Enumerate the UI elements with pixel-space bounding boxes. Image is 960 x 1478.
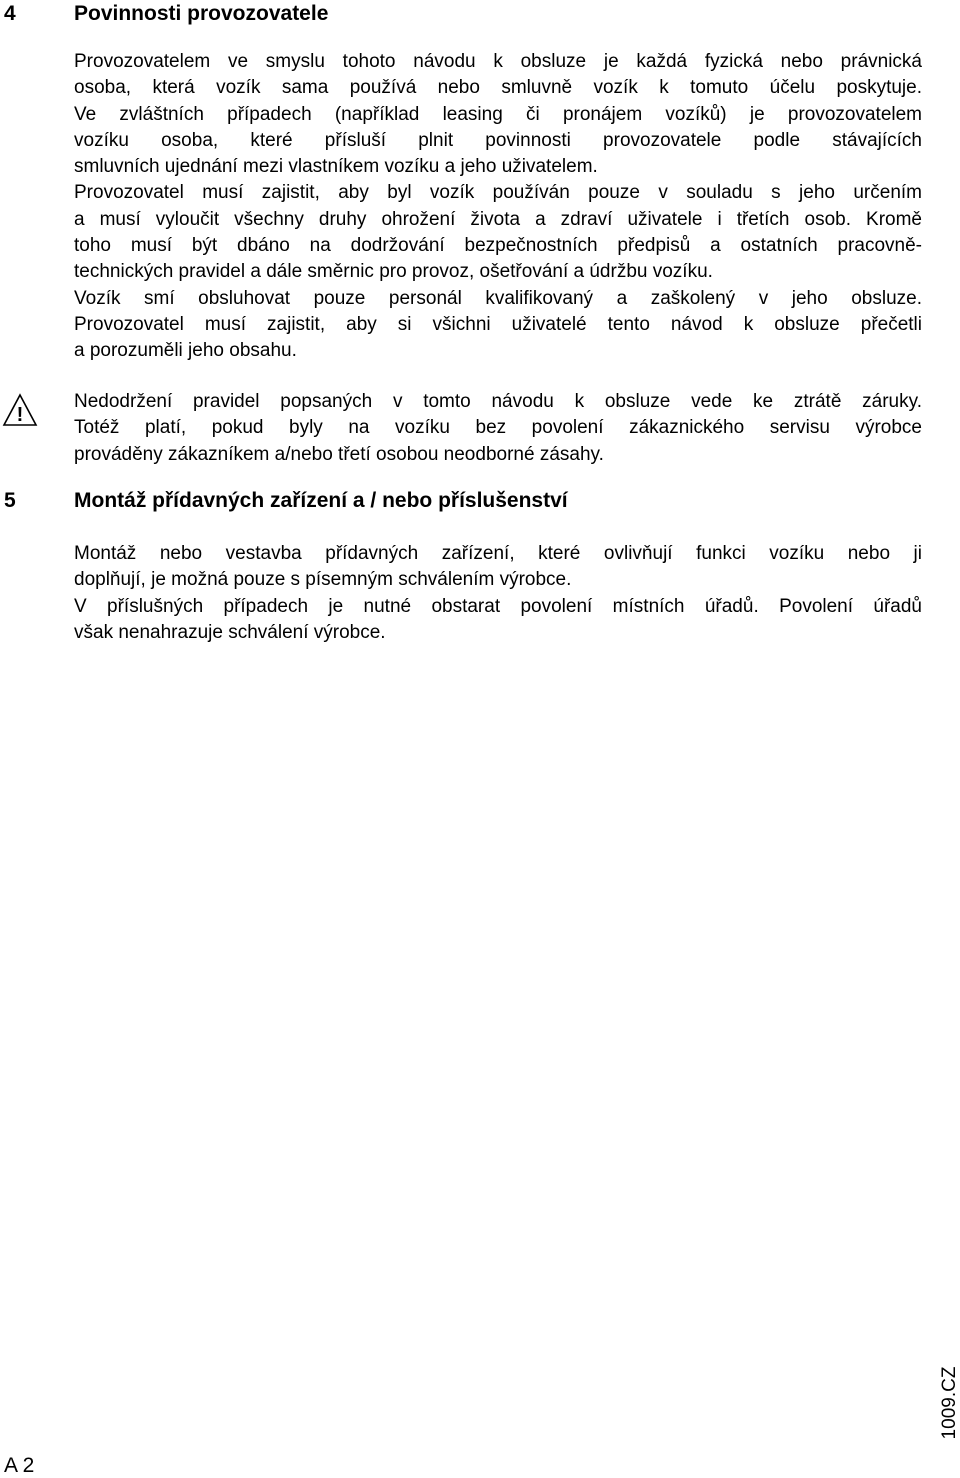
section-heading-5 bbox=[0, 487, 960, 515]
warning-triangle-icon bbox=[2, 393, 38, 427]
text-line: a musí vyloučit všechny druhy ohrožení života a zdraví uživatele i třetích osob. Kromě bbox=[74, 208, 922, 230]
text-line: Provozovatel musí zajistit, aby byl vozík používán pouze v souladu s jeho určením bbox=[74, 182, 922, 204]
text-line: Montáž nebo vestavba přídavných zařízení, které ovlivňují funkci vozíku nebo ji bbox=[74, 543, 922, 564]
text-line: Totéž platí, pokud byly na vozíku bez povolení zákaznického servisu výrobce bbox=[74, 417, 922, 439]
page-number: A 2 bbox=[4, 1454, 35, 1477]
section-title: Montáž přídavných zařízení a / nebo příslušenství bbox=[74, 489, 568, 512]
text-line: vozíku osoba, které přísluší plnit povinnosti provozovatele podle stávajících bbox=[74, 129, 922, 151]
text-line: toho musí být dbáno na dodržování bezpečnostních předpisů a ostatních pracovně- bbox=[74, 235, 922, 257]
document-code: 1009.CZ bbox=[939, 1366, 960, 1440]
text-line: Provozovatel musí zajistit, aby si všichni uživatelé tento návod k obsluze přečetli bbox=[74, 313, 922, 335]
text-line: a porozuměli jeho obsahu. bbox=[74, 340, 297, 362]
text-line: doplňují, je možná pouze s písemným schválením výrobce. bbox=[74, 569, 572, 591]
warning-notice bbox=[74, 389, 922, 468]
text-line: Ve zvláštních případech (například leasing či pronájem vozíků) je provozovatelem bbox=[74, 103, 922, 125]
section-heading-4 bbox=[0, 0, 960, 28]
text-line: Provozovatelem ve smyslu tohoto návodu k obsluze je každá fyzická nebo právnická bbox=[74, 51, 922, 72]
text-line: V příslušných případech je nutné obstarat povolení místních úřadů. Povolení úřadů bbox=[74, 595, 922, 617]
text-line: prováděny zákazníkem a/nebo třetí osobou neodborné zásahy. bbox=[74, 443, 604, 465]
text-line: smluvních ujednání mezi vlastníkem vozíku a jeho uživatelem. bbox=[74, 156, 598, 178]
text-line: technických pravidel a dále směrnic pro provoz, ošetřování a údržbu vozíku. bbox=[74, 261, 713, 283]
text-line: osoba, která vozík sama používá nebo smluvně vozík k tomuto účelu poskytuje. bbox=[74, 77, 922, 99]
section-number: 5 bbox=[4, 489, 16, 512]
text-line: však nenahrazuje schválení výrobce. bbox=[74, 621, 386, 643]
section-number: 4 bbox=[4, 2, 16, 25]
warning-symbol: ! bbox=[16, 404, 24, 426]
text-line: Nedodržení pravidel popsaných v tomto návodu k obsluze vede ke ztrátě záruky. bbox=[74, 391, 922, 412]
section-title: Povinnosti provozovatele bbox=[74, 2, 329, 25]
section-4-paragraph bbox=[74, 49, 922, 365]
section-5-paragraph bbox=[74, 541, 922, 646]
text-line: Vozík smí obsluhovat pouze personál kvalifikovaný a zaškolený v jeho obsluze. bbox=[74, 287, 922, 309]
